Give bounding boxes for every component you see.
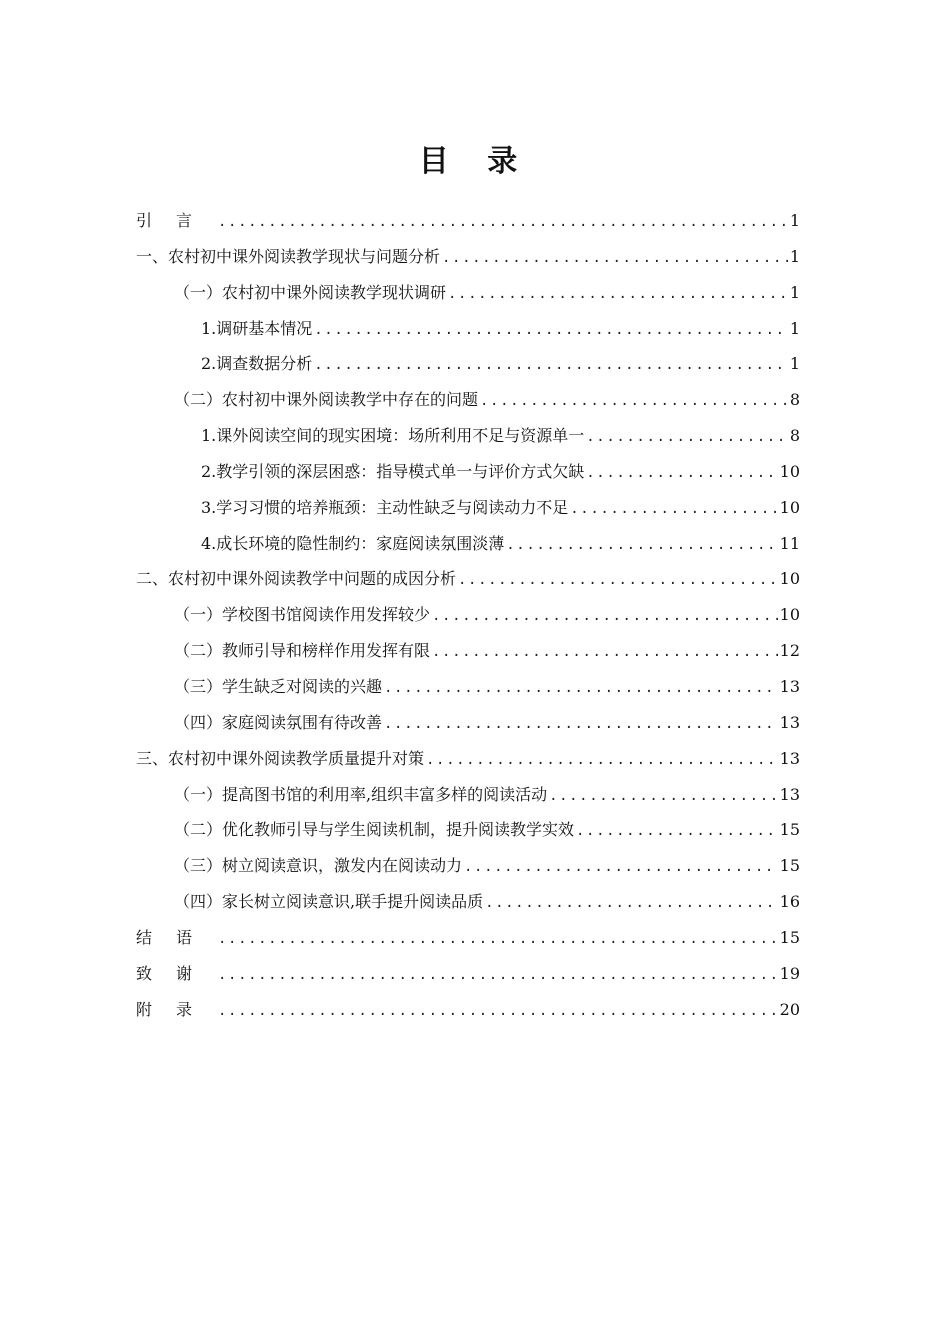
toc-entry[interactable] [136,741,800,777]
toc-entry-page-number: 1 [789,318,800,338]
toc-entry-text: （三）树立阅读意识，激发内在阅读动力 [174,856,463,876]
toc-entry-text: 结语 [136,927,217,947]
toc-entry[interactable] [136,526,800,562]
toc-entry-page-number: 1 [789,282,800,302]
toc-entry-page-number: 19 [779,963,800,983]
toc-entry-page-number: 15 [779,820,800,840]
toc-dot-leader [442,241,788,277]
toc-entry-text: 1.调研基本情况 [201,318,313,338]
toc-entry-text: 4.成长环境的隐性制约：家庭阅读氛围淡薄 [201,533,505,553]
toc-entry-page-number: 1 [789,211,800,230]
toc-dot-leader [586,456,777,492]
toc-entry[interactable] [136,920,800,956]
toc-entry-page-number: 10 [779,605,800,625]
toc-entry-page-number: 13 [779,712,800,732]
toc-entry-text: 一、农村初中课外阅读教学现状与问题分析 [136,246,441,266]
toc-entry-text: 1.课外阅读空间的现实困境：场所利用不足与资源单一 [201,426,585,446]
toc-dot-leader [426,743,778,779]
toc-dot-leader [432,599,778,635]
toc-entry-text: 2.调查数据分析 [201,354,313,374]
toc-entry[interactable] [136,275,800,311]
toc-entry-page-number: 20 [779,999,800,1019]
toc-entry-page-number: 10 [779,569,800,589]
toc-entry[interactable] [136,777,800,813]
toc-entry-text: 附录 [136,999,217,1019]
toc-entry[interactable] [136,597,800,633]
toc-dot-leader [384,707,778,743]
toc-dot-leader [506,528,777,564]
toc-entry-page-number: 8 [789,426,800,446]
toc-dot-leader [218,922,778,958]
toc-dot-leader [549,779,778,815]
toc-entry[interactable] [136,382,800,418]
toc-entry[interactable] [136,490,800,526]
toc-dot-leader [218,205,788,241]
toc-entry[interactable] [136,454,800,490]
toc-entry-page-number: 13 [779,784,800,804]
toc-entry-text: （一）农村初中课外阅读教学现状调研 [174,282,447,302]
toc-entry[interactable] [136,203,800,239]
toc-entry-page-number: 8 [789,390,800,410]
toc-dot-leader [314,313,788,349]
toc-entry-text: （一）学校图书馆阅读作用发挥较少 [174,605,431,625]
toc-list [136,203,800,1027]
toc-entry-text: （一）提高图书馆的利用率,组织丰富多样的阅读活动 [174,784,548,804]
toc-entry-page-number: 16 [779,892,800,912]
toc-entry-text: 2.教学引领的深层困惑：指导模式单一与评价方式欠缺 [201,461,585,481]
toc-entry-text: 引言 [136,211,217,230]
toc-dot-leader [586,420,788,456]
toc-entry-text: 三、农村初中课外阅读教学质量提升对策 [136,748,425,768]
toc-entry[interactable] [136,992,800,1028]
toc-entry-page-number: 1 [789,246,800,266]
toc-dot-leader [464,850,778,886]
toc-entry[interactable] [136,561,800,597]
toc-entry-page-number: 11 [779,533,800,553]
toc-entry[interactable] [136,346,800,382]
toc-title: 目 录 [418,144,532,179]
toc-dot-leader [448,277,788,313]
toc-entry[interactable] [136,669,800,705]
toc-dot-leader [314,348,788,384]
toc-entry-text: （二）优化教师引导与学生阅读机制，提升阅读教学实效 [174,820,575,840]
toc-entry-text: 致谢 [136,963,217,983]
toc-entry[interactable] [136,956,800,992]
toc-entry-text: 二、农村初中课外阅读教学中问题的成因分析 [136,569,457,589]
toc-entry-page-number: 13 [779,676,800,696]
toc-entry-text: （四）家庭阅读氛围有待改善 [174,712,383,732]
toc-entry-page-number: 15 [779,856,800,876]
toc-entry-text: 3.学习习惯的培养瓶颈：主动性缺乏与阅读动力不足 [201,497,569,517]
toc-entry[interactable] [136,812,800,848]
toc-entry-page-number: 10 [779,497,800,517]
toc-dot-leader [218,958,778,994]
toc-dot-leader [570,492,777,528]
toc-entry-text: （二）农村初中课外阅读教学中存在的问题 [174,390,479,410]
toc-entry-page-number: 13 [779,748,800,768]
toc-entry[interactable] [136,311,800,347]
toc-entry[interactable] [136,884,800,920]
toc-dot-leader [218,994,778,1030]
toc-dot-leader [485,886,778,922]
toc-entry-text: （二）教师引导和榜样作用发挥有限 [174,641,431,661]
toc-entry-text: （四）家长树立阅读意识,联手提升阅读品质 [174,892,484,912]
toc-entry[interactable] [136,418,800,454]
toc-entry[interactable] [136,705,800,741]
toc-dot-leader [480,384,788,420]
toc-dot-leader [458,563,778,599]
toc-entry[interactable] [136,239,800,275]
toc-dot-leader [432,635,778,671]
toc-entry-page-number: 12 [779,641,800,661]
toc-entry-text: （三）学生缺乏对阅读的兴趣 [174,676,383,696]
toc-entry-page-number: 1 [789,354,800,374]
toc-dot-leader [576,814,778,850]
toc-entry-page-number: 10 [779,461,800,481]
toc-entry[interactable] [136,848,800,884]
toc-entry-page-number: 15 [779,927,800,947]
toc-entry[interactable] [136,633,800,669]
toc-dot-leader [384,671,778,707]
